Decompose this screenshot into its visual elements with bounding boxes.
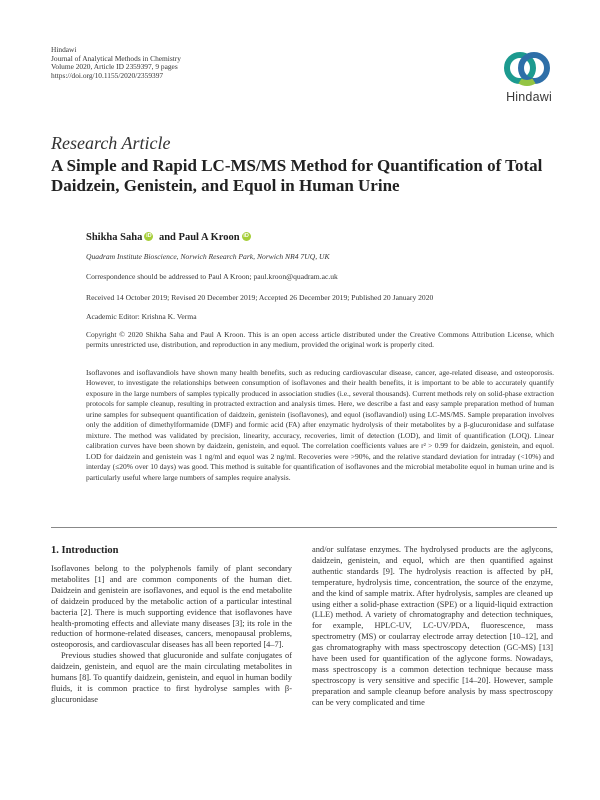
paragraph: and/or sulfatase enzymes. The hydrolysed products are the aglycons, daidzein, genistein, and equol, which are then quantified against authentic standards [9]. The hydrolysis reaction is affected by pH, temperature, hydrolysis time, concentration, the source of the enzyme, and the kind of sample matrix. After hydrolysis, samples are cleaned up using either a solid-phase extraction (SPE) or a liquid-liquid extraction (LLE) method. A variety of chromatography and detection techniques, for example, HPLC-UV, LC-UV/PDA, fluorescence, mass spectrometry (MS) or coularray electrode array detection [10–12], and gas chromatography with mass spectroscopy detection (GC-MS) [13] have been used for quantification of the aglycone forms. Nowadays, mass spectroscopy is a common detection technique because mass spectroscopy is very sensitive and specific [14–20]. However, sample preparation and sample cleanup before analysis by mass spectroscopy can be very complicated and time <box>312 545 553 707</box>
copyright-notice: Copyright © 2020 Shikha Saha and Paul A Kroon. This is an open access article distributed under the Creative Commons Attribution License, which permits unrestricted use, distribution, and reproduction in any medium, provided the original work is properly cited. <box>86 330 554 349</box>
orcid-icon[interactable]: iD <box>146 233 152 239</box>
volume-line: Volume 2020, Article ID 2359397, 9 pages <box>51 62 178 72</box>
divider <box>51 527 557 528</box>
logo-text: Hindawi <box>506 90 552 104</box>
affiliation: Quadram Institute Bioscience, Norwich Research Park, Norwich NR4 7UQ, UK <box>86 252 330 261</box>
abstract: Isoflavones and isoflavandiols have shown many health benefits, such as reducing cardiovascular disease, cancer, age-related disease, and osteoporosis. However, to investigate the relationships between consumption of isoflavones and their health benefits, it is important to be able to accurately quantify exposure in the large numbers of samples typically produced in association studies (i.e., several thousands). Current methods rely on solid-phase extraction protocols for sample cleanup, resulting in protracted extraction and analysis times. Here, we describe a fast and easy sample preparation method of human urine samples for subsequent quantification of daidzein, genistein (isoflavones), and equol (isoflavandiol) using LC-MS/MS. Sample preparation involves only the addition of dimethylformamide (DMF) and formic acid (FA) after enzymatic hydrolysis of their metabolites by a β-glucuronidase and sulfatase mixture. The method was validated by precision, linearity, accuracy, recoveries, limit of detection (LOD), and limit of quantification (LOQ). Linear calibration curves have been shown by daidzein, genistein, and equol. The correlation coefficients values are r² > 0.99 for daidzein, genistein, and equol. LOD for daidzein and genistein was 1 ng/ml and equol was 2 ng/ml. Recoveries were >90%, and the relative standard deviation for intraday (<10%) and interday (≤20% over 10 days) was good. This method is suitable for quantification of isoflavones and the microbial metabolite equol in human urine and is particularly useful where large numbers of samples require analysis. <box>86 368 554 482</box>
body-column-left <box>51 564 292 706</box>
doi-link[interactable]: https://doi.org/10.1155/2020/2359397 <box>51 70 164 80</box>
paragraph: Previous studies showed that glucuronide and sulfate conjugates of daidzein, genistein, and equol are the main circulating metabolites in humans [8]. To quantify daidzein, genistein, and equol in human bodily fluids, it is common practice to first hydrolyse samples with β-glucuronidase <box>51 651 292 704</box>
section-heading: 1. Introduction <box>51 545 119 556</box>
correspondence: Correspondence should be addressed to Paul A Kroon; paul.kroon@quadram.ac.uk <box>86 272 338 281</box>
journal-header <box>51 46 181 80</box>
orcid-icon[interactable]: iD <box>243 233 249 239</box>
author-connector: and <box>158 232 176 243</box>
body-column-right <box>312 545 553 709</box>
journal-name: Journal of Analytical Methods in Chemistry <box>51 53 181 63</box>
paper-title: A Simple and Rapid LC-MS/MS Method for Quantification of Total Daidzein, Genistein, and Equol in Human Urine <box>51 156 543 195</box>
article-type: Research Article <box>51 133 171 153</box>
author-list <box>86 232 254 243</box>
publisher-name: Hindawi <box>51 45 77 54</box>
publication-dates: Received 14 October 2019; Revised 20 December 2019; Accepted 26 December 2019; Published 20 January 2020 <box>86 293 434 302</box>
author-name[interactable]: Paul A Kroon <box>178 232 240 243</box>
paragraph: Isoflavones belong to the polyphenols family of plant secondary metabolites [1] and are common components of the human diet. Daidzein and genistein are isoflavones, and equol is the end metabolite of daidzein produced by the metabolic action of a particular intestinal bacteria [2]. There is much supporting evidence that isoflavones have health-promoting effects and alleviate many diseases [3]; its role in the reduction of hormone-related diseases, cancers, menopausal problems, osteoporosis, and cardiovascular diseases has all been reported [4–7]. <box>51 564 292 650</box>
academic-editor: Academic Editor: Krishna K. Verma <box>86 312 197 321</box>
author-name[interactable]: Shikha Saha <box>86 232 143 243</box>
